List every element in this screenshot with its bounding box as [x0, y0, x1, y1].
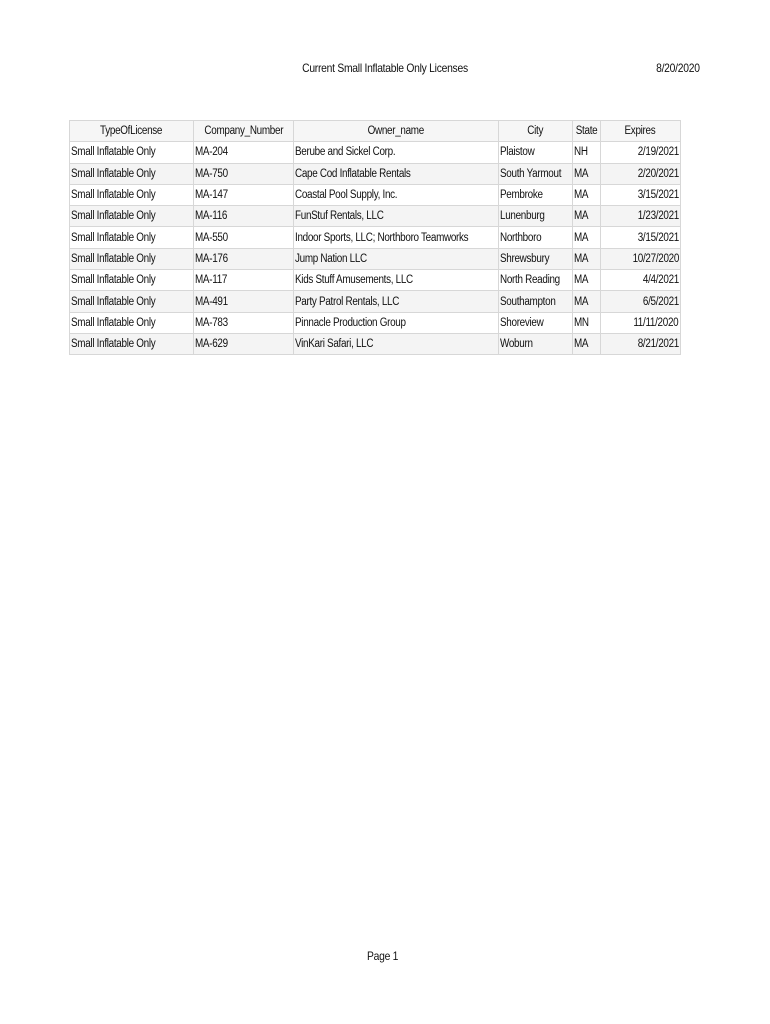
- owner-name-cell: Kids Stuff Amusements, LLC: [294, 270, 499, 291]
- state-cell: MN: [572, 312, 600, 333]
- table-row: [70, 227, 681, 248]
- type-of-license-cell: Small Inflatable Only: [70, 248, 194, 269]
- type-of-license-cell: Small Inflatable Only: [70, 291, 194, 312]
- owner-name-cell: Coastal Pool Supply, Inc.: [294, 184, 499, 205]
- type-of-license-cell: Small Inflatable Only: [70, 142, 194, 163]
- state-cell: MA: [572, 206, 600, 227]
- column-header-company-number: Company_Number: [194, 121, 294, 142]
- column-header-expires: Expires: [600, 121, 680, 142]
- state-cell: MA: [572, 163, 600, 184]
- table-row: [70, 333, 681, 354]
- owner-name-cell: Pinnacle Production Group: [294, 312, 499, 333]
- owner-name-cell: Cape Cod Inflatable Rentals: [294, 163, 499, 184]
- expires-cell: 2/20/2021: [600, 163, 680, 184]
- table-row: [70, 206, 681, 227]
- state-cell: MA: [572, 270, 600, 291]
- column-header-state: State: [572, 121, 600, 142]
- table-row: [70, 270, 681, 291]
- city-cell: South Yarmout: [498, 163, 572, 184]
- table-row: [70, 312, 681, 333]
- expires-cell: 8/21/2021: [600, 333, 680, 354]
- report-date: 8/20/2020: [656, 61, 700, 75]
- table-body: [70, 142, 681, 355]
- licenses-table: [69, 120, 681, 355]
- city-cell: Shoreview: [498, 312, 572, 333]
- city-cell: Lunenburg: [498, 206, 572, 227]
- company-number-cell: MA-550: [194, 227, 294, 248]
- owner-name-cell: Berube and Sickel Corp.: [294, 142, 499, 163]
- company-number-cell: MA-176: [194, 248, 294, 269]
- table-row: [70, 142, 681, 163]
- type-of-license-cell: Small Inflatable Only: [70, 227, 194, 248]
- expires-cell: 2/19/2021: [600, 142, 680, 163]
- column-header-type-of-license: TypeOfLicense: [70, 121, 194, 142]
- type-of-license-cell: Small Inflatable Only: [70, 270, 194, 291]
- table-row: [70, 163, 681, 184]
- state-cell: MA: [572, 227, 600, 248]
- column-header-owner-name: Owner_name: [294, 121, 499, 142]
- expires-cell: 6/5/2021: [600, 291, 680, 312]
- page-title: Current Small Inflatable Only Licenses: [302, 61, 468, 75]
- company-number-cell: MA-117: [194, 270, 294, 291]
- table-row: [70, 248, 681, 269]
- city-cell: Northboro: [498, 227, 572, 248]
- city-cell: Shrewsbury: [498, 248, 572, 269]
- owner-name-cell: VinKari Safari, LLC: [294, 333, 499, 354]
- city-cell: North Reading: [498, 270, 572, 291]
- owner-name-cell: Jump Nation LLC: [294, 248, 499, 269]
- company-number-cell: MA-147: [194, 184, 294, 205]
- state-cell: MA: [572, 248, 600, 269]
- type-of-license-cell: Small Inflatable Only: [70, 312, 194, 333]
- table-header-row: [70, 121, 681, 142]
- state-cell: MA: [572, 184, 600, 205]
- owner-name-cell: Party Patrol Rentals, LLC: [294, 291, 499, 312]
- table-row: [70, 291, 681, 312]
- company-number-cell: MA-116: [194, 206, 294, 227]
- owner-name-cell: Indoor Sports, LLC; Northboro Teamworks: [294, 227, 499, 248]
- state-cell: NH: [572, 142, 600, 163]
- expires-cell: 4/4/2021: [600, 270, 680, 291]
- type-of-license-cell: Small Inflatable Only: [70, 163, 194, 184]
- city-cell: Plaistow: [498, 142, 572, 163]
- state-cell: MA: [572, 291, 600, 312]
- owner-name-cell: FunStuf Rentals, LLC: [294, 206, 499, 227]
- type-of-license-cell: Small Inflatable Only: [70, 333, 194, 354]
- company-number-cell: MA-629: [194, 333, 294, 354]
- type-of-license-cell: Small Inflatable Only: [70, 184, 194, 205]
- city-cell: Southampton: [498, 291, 572, 312]
- page-number: Page 1: [366, 949, 399, 963]
- company-number-cell: MA-783: [194, 312, 294, 333]
- expires-cell: 1/23/2021: [600, 206, 680, 227]
- city-cell: Woburn: [498, 333, 572, 354]
- company-number-cell: MA-750: [194, 163, 294, 184]
- column-header-city: City: [498, 121, 572, 142]
- expires-cell: 3/15/2021: [600, 184, 680, 205]
- state-cell: MA: [572, 333, 600, 354]
- expires-cell: 11/11/2020: [600, 312, 680, 333]
- expires-cell: 3/15/2021: [600, 227, 680, 248]
- expires-cell: 10/27/2020: [600, 248, 680, 269]
- company-number-cell: MA-491: [194, 291, 294, 312]
- city-cell: Pembroke: [498, 184, 572, 205]
- company-number-cell: MA-204: [194, 142, 294, 163]
- type-of-license-cell: Small Inflatable Only: [70, 206, 194, 227]
- table-row: [70, 184, 681, 205]
